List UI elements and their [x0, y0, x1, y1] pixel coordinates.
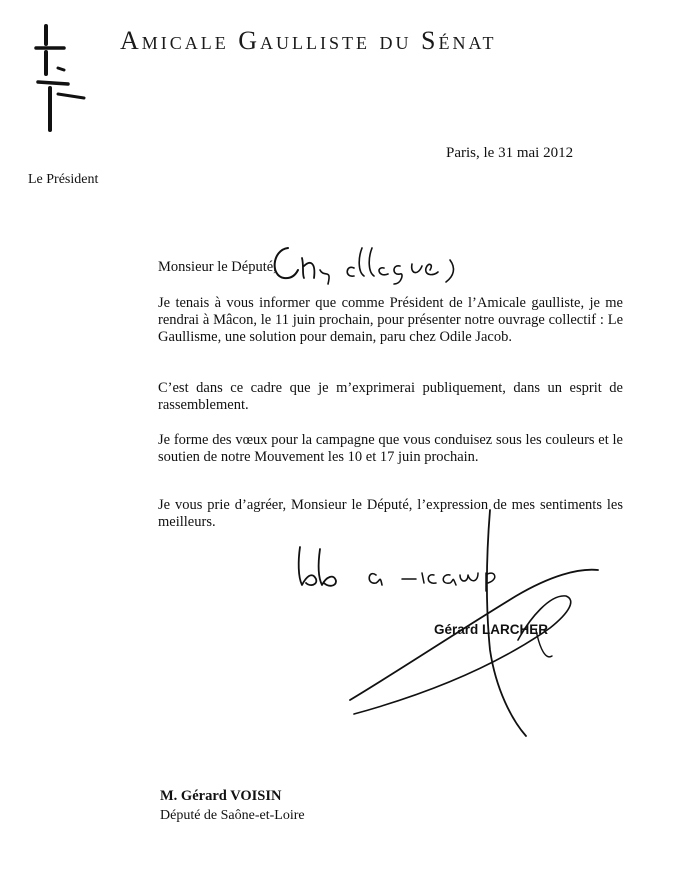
handwritten-greeting — [262, 238, 472, 286]
date-line: Paris, le 31 mai 2012 — [446, 145, 574, 161]
signer-name: Gérard LARCHER — [434, 622, 549, 637]
salutation: Monsieur le Député, — [158, 259, 277, 275]
paragraph-4: Je vous prie d’agréer, Monsieur le Député, l’expression de mes sentiments les meilleurs. — [158, 497, 623, 530]
cross-of-lorraine-icon — [28, 22, 88, 134]
paragraph-3: Je forme des vœux pour la campagne que vous conduisez sous les couleurs et le soutien de notre Mouvement les 10 et 17 juin prochain. — [158, 432, 623, 465]
paragraph-2: C’est dans ce cadre que je m’exprimerai publiquement, dans un esprit de rassemblement. — [158, 380, 623, 413]
recipient-title: Député de Saône-et-Loire — [160, 808, 305, 823]
organization-name: Amicale Gaulliste du Sénat — [120, 26, 497, 55]
recipient-name: M. Gérard VOISIN — [160, 788, 282, 804]
paragraph-1: Je tenais à vous informer que comme Président de l’Amicale gaulliste, je me rendrai à Mâcon, le 11 juin prochain, pour présenter notre ouvrage collectif : Le Gaullisme, une solution pour demain, paru chez Odile Jacob. — [158, 295, 623, 345]
sender-role: Le Président — [28, 172, 99, 187]
